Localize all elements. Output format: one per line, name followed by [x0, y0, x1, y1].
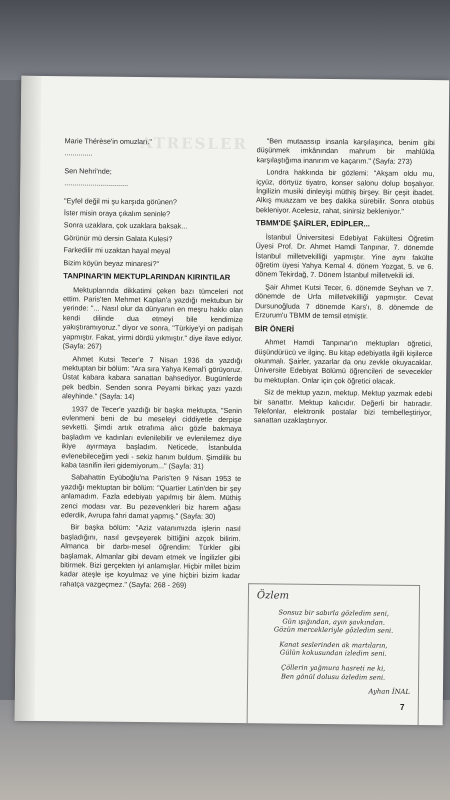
poem-line: Farkedilir mi uzaktan hayal meyal [63, 245, 171, 256]
body-paragraph: Ahmet Kutsi Tecer'e 7 Nisan 1936 da yazdığı mektuptan bir bölüm: "Ara sıra Yahya Kemal'i görüyoruz. Üstat kabara kabara sanattan bahsediyor. Bugünlerde pek bedbin. Senden sonra Peyami birkaç yazı yazdı aleyhinde." (Sayfa: 14) [61, 353, 243, 402]
body-paragraph: Sabahattin Eyüboğlu'na Paris'ten 9 Nisan 1953 te yazdığı mektuptan bir bölüm: "Quartier Latin'den bir şey anlamadım. Fazla edebiyatı yapılmış bir âlem. Müthiş zenci modası var. Bu pezevenkleri biz harem ağası ederdik, Avrupa fahri damat yapmış." (Sayfa: 30) [60, 472, 242, 521]
poem-line: "Eyfel değil mi şu karşıda görünen? [64, 195, 177, 207]
body-paragraph: Londra hakkında bir gözlemi: "Akşam oldu mu, içyüz, dörtyüz tiyatro, konser salonu dolup boşalıyor. İngilizin musiki dinleyişi müthiş birşey. Bir çeşit ibadet. Alkış muazzam ve beş dakika sürebilir. Sonra otobüs bekleniyor. Acelesiz, rahat, sinirsiz bekleniyor." [255, 167, 435, 216]
section-heading: BİR ÖNERİ [254, 323, 295, 334]
poem-box [246, 583, 420, 725]
poem-line: Sonra uzaklara, çok uzaklara baksak... [63, 220, 188, 231]
intro-line: Marie Thérèse'in omuzları." [64, 136, 153, 147]
poem-line: Ben gönül dolusu özledim seni. [281, 672, 386, 682]
poem-line: İster misin oraya çıkalım seninle? [63, 208, 171, 219]
right-column [254, 136, 435, 430]
poem-stanza [256, 640, 410, 659]
page-number: 7 [400, 703, 405, 712]
poem-line: Gözün mercekleriyle gözledim seni. [273, 625, 394, 635]
body-paragraph: Ahmet Hamdi Tanpınar'ın mektupları öğretici, düşündürücü ve ilginç. Bu kitap edebiyatla ilgili kişilerce okunmalı. Şairler, yazarlar da onu zevkle okuyacaklar. Üniversite Edebiyat Bölümü öğrencileri de sevecekler bu mektupları. Onlar için çok öğretici olacak. [254, 337, 433, 386]
intro-line: .............. [64, 148, 93, 158]
page-gutter [15, 76, 42, 721]
intro-line: ................................ [64, 178, 129, 189]
body-paragraph: İstanbul Üniversitesi Edebiyat Fakültesi Öğretim Üyesi Prof. Dr. Ahmet Hamdi Tanpınar, 7. dönemde İstanbul milletvekilliği yapmıştır. Yine aynı fakülte öğretim üyesi Yahya Kemal 4. dönem Yozgat, 5. ve 6. dönem Tekirdağ, 7. Dönem İstanbul milletvekili idi. [255, 232, 434, 281]
poem-line: Bizim köyün beyaz minaresi?" [63, 257, 160, 268]
faded-watermark-text: ATRESLER [140, 134, 248, 154]
poem-line: Sonsuz bir sabırla gözledim seni, [278, 608, 390, 618]
body-paragraph: Şair Ahmet Kutsi Tecer, 6. dönemde Seyhan ve 7. dönemde de Urfa milletvekilliği yapmıştır. Cevat Dursunoğluda 7 dönemde Kars'ı, 8. dönemde de Erzurum'u TBMM de temsil etmiştir. [254, 282, 434, 321]
body-paragraph: Mektuplarında dikkatimi çeken bazı tümceleri not ettim. Paris'ten Mehmet Kaplan'a yazdığı mektubun bir yerinde: "... Nasıl olur da dünyanın en meşru hakkı olan kendi dilinde dua etmeyi bile kendimize yakıştıramıyoruz." diyor ve sonra, "Türkiye'yi on padişah yapmıştır. Fakat, yirmi dördü yıkmıştır." diye ilave ediyor. (Sayfa: 267) [62, 284, 244, 351]
body-paragraph: Siz de mektup yazın, mektup. Mektup yazmak edebi bir sanattır. Mektup kalıcıdır. Değerli bir hatıradır. Telefonlar, elektronik postalar bizi tembelleştiriyor, sanattan uzaklaştırıyor. [253, 387, 433, 426]
poem-line: Kanat seslerinden ak martıların, [279, 640, 388, 650]
section-heading: TANPINAR'IN MEKTUPLARINDAN KIRINTILAR [63, 271, 231, 283]
body-paragraph: "Ben mutaassıp insanla karşılaşınca, benim gibi düşünmek imkânından mahrum bir mahlûkla karşılaştığıma inanırım ve kaçarım." (Sayfa: 273) [256, 136, 435, 166]
poem-stanza [256, 663, 410, 682]
body-paragraph: Bir başka bölüm: "Aziz vatanımızda işlerin nasıl başladığını, nasıl gevşeyerek bittiğini azçok bilirim. Almanca bir darbı-mesel öğrendim: Türkler gibi başlamak, Almanlar gibi devam etmek ve İngilizler gibi bitirmek. Bizi gerçekten iyi anlamışlar. Hiçbir millet bizim kadar ateşle işe koyulmaz ve yine hiçbiri bizim kadar rahatça vazgeçmez." (Sayfa: 268 - 269) [60, 522, 241, 590]
section-heading: TBMM'DE ŞAİRLER, EDİPLER... [255, 218, 370, 229]
background-top [0, 0, 450, 80]
left-column [60, 136, 245, 593]
poem-line: Gün ışığından, ayın şavkından. [282, 617, 386, 627]
body-paragraph: 1937 de Tecer'e yazdığı bir başka mektupta, "Senin evlenmeni beni de bu meseleyi ciddiyetle derpişe sevketti. Şimdi artık etrafıma alıcı gözle bakmaya başladım ve kadınları evlenilebilir ve evlenilemez diye ikiye ayırmaya başladım. Neticede, İstanbulda evlenebileceğim yedi - sekiz hanım buldum. Şimdilik bu kaba tasnifin ileri gidemiyorum..." (Sayfa: 31) [61, 403, 242, 471]
poem-title: Özlem [256, 590, 290, 602]
poem-line: Gülün kokusundan izledim seni. [279, 648, 387, 659]
magazine-page [15, 76, 450, 725]
poem-line: Çöllerin yağmura hasreti ne ki, [281, 663, 386, 673]
poem-line: Görünür mü dersin Galata Kulesi? [63, 233, 173, 244]
intro-line: Sen Nehri'nde; [64, 166, 112, 176]
poem-stanza [257, 608, 411, 635]
poem-author: Ayhan İNAL [368, 687, 410, 697]
